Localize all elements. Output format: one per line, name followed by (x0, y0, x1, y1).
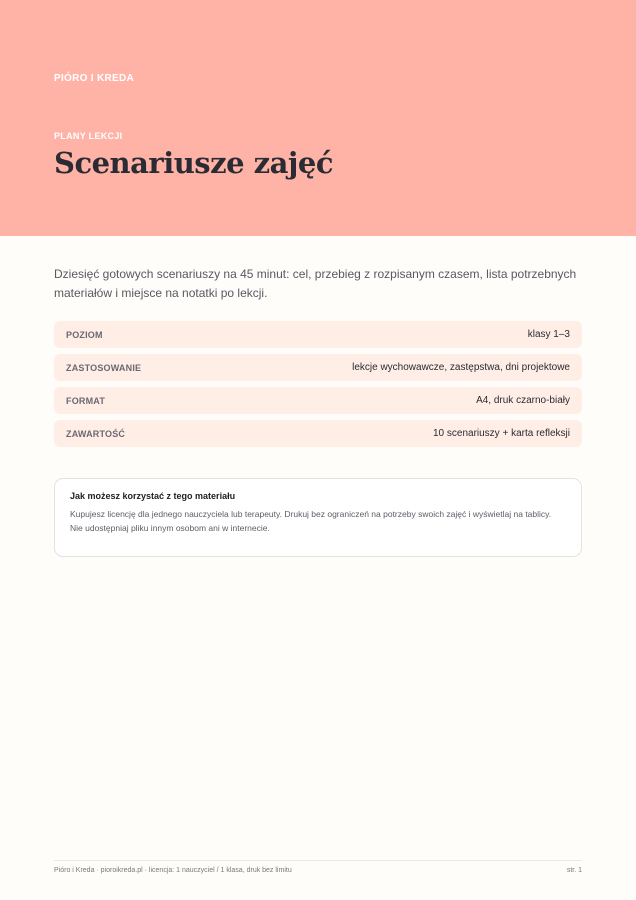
page-number: str. 1 (566, 867, 582, 874)
license-text: Kupujesz licencję dla jednego nauczyciela lub terapeuty. Drukuj bez ograniczeń na potrzeby swoich zajęć i wyświetlaj na tablicy. Nie udostępniaj pliku innym osobom ani w internecie. (70, 509, 552, 533)
spec-value: 10 scenariuszy + karta refleksji (432, 428, 570, 439)
spec-row-zawartosc (54, 420, 582, 447)
spec-label: FORMAT (66, 395, 106, 406)
page-title: Scenariusze zajęć (54, 146, 334, 180)
section-eyebrow: PLANY LEKCJI (54, 131, 123, 141)
spec-label: POZIOM (66, 329, 103, 340)
spec-label: ZASTOSOWANIE (66, 362, 142, 373)
spec-label: ZAWARTOŚĆ (66, 428, 126, 439)
spec-row-zastosowanie (54, 354, 582, 381)
footer-info: Pióro i Kreda · pioroikreda.pl · licencja: 1 nauczyciel / 1 klasa, druk bez limitu (54, 867, 292, 874)
page-footer (54, 860, 582, 874)
spec-row-poziom (54, 321, 582, 348)
spec-value: lekcje wychowawcze, zastępstwa, dni projektowe (352, 362, 570, 373)
spec-list (54, 321, 582, 453)
license-box (54, 478, 582, 557)
brand-name: PIÓRO I KREDA (54, 73, 135, 84)
spec-value: A4, druk czarno-biały (476, 395, 570, 406)
hero-header (0, 0, 636, 236)
spec-value: klasy 1–3 (527, 329, 570, 340)
license-title: Jak możesz korzystać z tego materiału (70, 491, 236, 501)
lead-paragraph: Dziesięć gotowych scenariuszy na 45 minut: cel, przebieg z rozpisanym czasem, lista potrzebnych materiałów i miejsce na notatki po lekcji. (54, 267, 577, 300)
spec-row-format (54, 387, 582, 414)
